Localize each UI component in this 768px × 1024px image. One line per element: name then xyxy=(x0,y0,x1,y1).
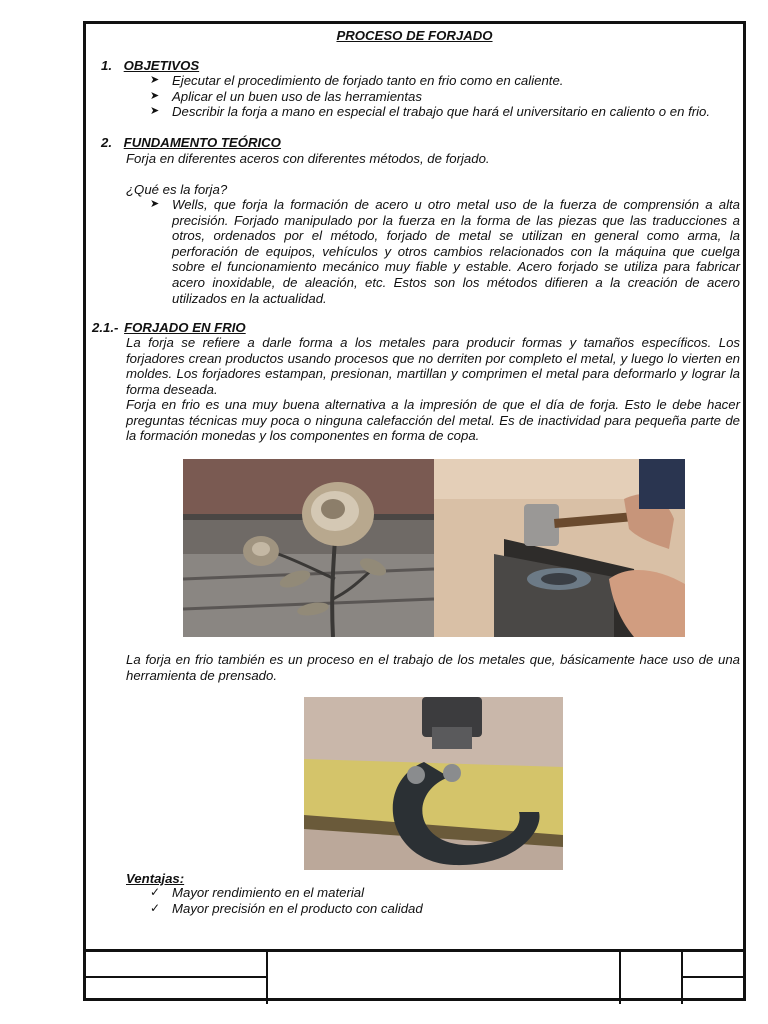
section-21-label: FORJADO EN FRIO xyxy=(124,320,246,335)
section-2-question: ¿Qué es la forja? xyxy=(126,182,228,197)
checkmark-icon: ✓ xyxy=(150,885,161,899)
objective-text: Aplicar el un buen uso de las herramientas xyxy=(172,89,422,104)
answer-text: Wells, que forja la formación de acero u otro metal uso de la fuerza de comprensión a alta precisión. Forjado manipulado por la fuerza en la forma de las piezas que las traducciones a otros, ordenados por el método, forjado de metal se utilizan en general como arma, la perforación de equipos, vehículos y otros cambios relacionados con la máquina que cuelga sobre el funcionamiento mecánico muy fiable y estable. Acero forjado se utiliza para fabricar acero inoxidable, de aleación, etc. Estos son los métodos difieren a la creación de acero utilizados en la actualidad. xyxy=(172,197,740,306)
footer-row-divider-left xyxy=(86,976,266,978)
page-frame xyxy=(83,21,746,1001)
footer-table xyxy=(86,949,743,1004)
arrow-bullet-icon: ➤ xyxy=(150,198,160,210)
section-1-label: OBJETIVOS xyxy=(123,58,200,73)
objective-text: Ejecutar el procedimiento de forjado tanto en frio como en caliente. xyxy=(172,73,564,88)
arrow-bullet-icon: ➤ xyxy=(150,105,160,117)
arrow-bullet-icon: ➤ xyxy=(150,90,160,102)
section-2-number: 2. xyxy=(101,135,112,150)
ventaja-item-1 xyxy=(150,885,365,901)
footer-cell-center xyxy=(268,952,621,1004)
ventaja-item-2 xyxy=(150,901,423,917)
horseshoe-press-photo xyxy=(304,697,563,870)
objective-3 xyxy=(150,104,740,120)
page-title: PROCESO DE FORJADO xyxy=(336,28,493,43)
footer-cell-left xyxy=(86,952,268,1004)
cold-forging-paragraph-3: La forja en frio también es un proceso en el trabajo de los metales que, básicamente hace uso de una herramienta de prensado. xyxy=(126,652,740,683)
section-2-label: FUNDAMENTO TEÓRICO xyxy=(123,135,281,150)
section-2-answer xyxy=(150,197,740,306)
checkmark-icon: ✓ xyxy=(150,901,161,915)
objective-1 xyxy=(150,73,742,89)
hammer-forging-photo xyxy=(434,459,685,637)
ventaja-text: Mayor rendimiento en el material xyxy=(172,885,365,900)
ventajas-label: Ventajas: xyxy=(126,871,185,886)
footer-row-divider-right xyxy=(683,976,743,978)
ventaja-text: Mayor precisión en el producto con calidad xyxy=(172,901,423,916)
cold-forging-paragraph-2: Forja en frio es una muy buena alternativa a la impresión de que el día de forja. Esto le debe hacer preguntas técnicas muy poca o ninguna calefacción del metal. Es de inactividad para pequeña parte de la formación monedas y los componentes en forma de copa. xyxy=(126,397,740,444)
section-21-number: 2.1.- xyxy=(92,320,119,335)
section-1-heading xyxy=(101,58,199,73)
ventajas-heading xyxy=(126,871,184,886)
objective-2 xyxy=(150,89,742,105)
section-2-intro: Forja en diferentes aceros con diferentes métodos, de forjado. xyxy=(126,151,490,166)
section-1-number: 1. xyxy=(101,58,112,73)
arrow-bullet-icon: ➤ xyxy=(150,74,160,86)
section-21-heading xyxy=(92,320,246,335)
section-2-heading xyxy=(101,135,281,150)
footer-cell-right-1 xyxy=(621,952,683,1004)
cold-forging-paragraph-1: La forja se refiere a darle forma a los metales para producir formas y tamaños específicos. Los forjadores crean productos usando procesos que no derriten por completo el metal, y luego lo vierten en moldes. Los forjadores estampan, presionan, martillan y comprimen el metal para deformarlo y lograr la forma deseada. xyxy=(126,335,740,397)
metal-rose-photo xyxy=(183,459,434,637)
objective-text: Describir la forja a mano en especial el trabajo que hará el universitario en caliento o en frio. xyxy=(172,104,711,119)
